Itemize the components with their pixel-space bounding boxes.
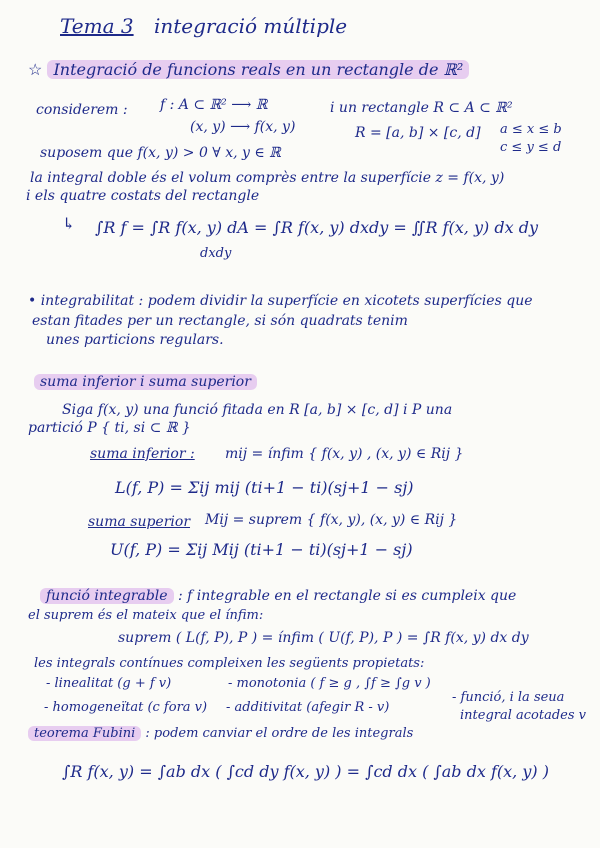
rect-intro: i un rectangle R ⊂ A ⊂ ℝ² [330, 100, 513, 116]
sup-label: suma superior [88, 514, 191, 530]
sums-heading [34, 374, 257, 390]
cond-y: c ≤ y ≤ d [500, 140, 562, 155]
inf-label: suma inferior : [90, 446, 195, 462]
rect-def: R = [a, b] × [c, d] [355, 125, 481, 141]
integrable-line-2: el suprem és el mateix que el ínfim: [28, 608, 264, 623]
property-bounded-2: integral acotades v [460, 708, 587, 723]
dA-note: dxdy [200, 246, 232, 261]
sums-line-1: Siga f(x, y) una funció fitada en R [a, b] × [c, d] i P una [62, 402, 453, 418]
page-title [60, 14, 347, 38]
sup-inf-formula: suprem ( L(f, P), P ) = ínfim ( U(f, P), P ) = ∫R f(x, y) dx dy [118, 630, 529, 646]
inf-definition: mij = ínfim { f(x, y) , (x, y) ∈ Rij } [225, 446, 464, 462]
property-bounded-1: - funció, i la seua [452, 690, 565, 705]
integrability-line-1: • integrabilitat : podem dividir la superfície en xicotets superfícies que [28, 293, 533, 309]
property-monotonicity: - monotonia ( f ≥ g , ∫f ≥ ∫g v ) [228, 676, 431, 691]
volume-line-1: la integral doble és el volum comprès entre la superfície z = f(x, y) [30, 170, 505, 186]
sup-definition: Mij = suprem { f(x, y), (x, y) ∈ Rij } [205, 512, 458, 528]
property-homogeneity: - homogeneïtat (c fora v) [44, 700, 208, 715]
arrow-icon: ↳ [62, 214, 76, 233]
section1-heading [28, 60, 469, 79]
property-linearity: - linealitat (g + f v) [46, 676, 172, 691]
cond-x: a ≤ x ≤ b [500, 122, 562, 137]
title-tema: Tema 3 [60, 14, 134, 38]
fubini-text: : podem canviar el ordre de les integrals [145, 726, 414, 741]
integrable-heading [40, 588, 516, 604]
integrable-line-1: : f integrable en el rectangle si es cumpleix que [178, 588, 517, 604]
star-icon: ☆ [28, 60, 43, 79]
integrability-line-2: estan fitades per un rectangle, si són quadrats tenim [32, 313, 408, 329]
section1-heading-text: Integració de funcions reals en un rectangle de ℝ² [47, 60, 469, 79]
properties-intro: les integrals contínues compleixen les següents propietats: [34, 656, 425, 671]
integrability-line-3: unes particions regulars. [46, 332, 224, 348]
suposem: suposem que f(x, y) > 0 ∀ x, y ∈ ℝ [40, 145, 281, 161]
sums-line-2: partició P { ti, si ⊂ ℝ } [28, 420, 191, 436]
sums-heading-text: suma inferior i suma superior [34, 374, 257, 390]
fubini-heading-text: teorema Fubini [28, 726, 141, 741]
fubini-heading [28, 726, 413, 741]
lower-sum-formula: L(f, P) = Σij mij (ti+1 − ti)(sj+1 − sj) [115, 478, 414, 497]
considerem: considerem : [36, 102, 128, 118]
double-integral-formula: ∫R f = ∫R f(x, y) dA = ∫R f(x, y) dxdy = ∬R f(x, y) dx dy [95, 218, 538, 237]
property-additivity: - additivitat (afegir R - v) [226, 700, 390, 715]
integrable-heading-text: funció integrable [40, 588, 174, 604]
fubini-formula: ∫R f(x, y) = ∫ab dx ( ∫cd dy f(x, y) ) = ∫cd dx ( ∫ab dx f(x, y) ) [62, 762, 549, 781]
upper-sum-formula: U(f, P) = Σij Mij (ti+1 − ti)(sj+1 − sj) [110, 540, 413, 559]
map-line-1: f : A ⊂ ℝ² ⟶ ℝ [160, 97, 268, 113]
volume-line-2: i els quatre costats del rectangle [26, 188, 260, 204]
title-name: integració múltiple [153, 14, 348, 38]
map-line-2: (x, y) ⟶ f(x, y) [190, 119, 296, 135]
